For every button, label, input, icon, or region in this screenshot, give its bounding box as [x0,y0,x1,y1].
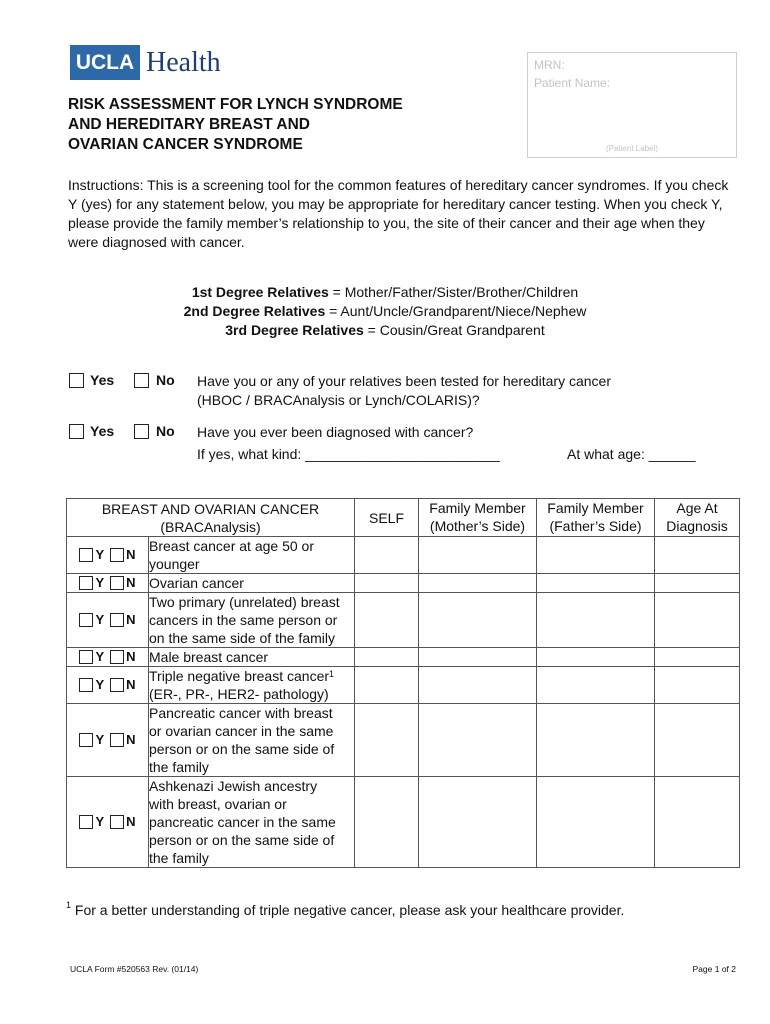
yes-checkbox[interactable] [79,678,93,692]
condition-cell [149,537,355,574]
age-cell[interactable] [655,574,740,593]
table-row [67,574,740,593]
no-checkbox[interactable] [110,548,124,562]
table-row [67,593,740,648]
yn-group [67,731,148,749]
yn-cell [67,667,149,704]
yn-cell [67,574,149,593]
no-label: N [126,547,136,562]
degree-label: 1st Degree Relatives [191,284,329,300]
yn-cell [67,777,149,868]
condition-text: cancers in the same person or [149,612,338,628]
mother-side-cell[interactable] [419,777,537,868]
age-cell[interactable] [655,537,740,574]
table-row [67,648,740,667]
yes-label: Y [95,612,105,627]
no-label: N [126,814,136,829]
no-checkbox[interactable] [110,613,124,627]
yes-checkbox[interactable] [79,613,93,627]
section-subtitle: (BRACAnalysis) [160,519,261,535]
q1-text [197,372,611,410]
degree-value: = Aunt/Uncle/Grandparent/Niece/Nephew [325,303,587,319]
self-cell[interactable] [355,777,419,868]
condition-line [149,813,354,831]
yes-label: Y [95,547,105,562]
yn-group [67,574,148,592]
yn-group [67,546,148,564]
footnote-marker: 1 [66,900,72,910]
condition-line [149,611,354,629]
no-label: N [126,677,136,692]
condition-text: person or on the same side of [149,741,335,757]
header-line: Family Member [429,500,526,516]
q1-no-checkbox[interactable] [134,373,149,388]
footnote [66,902,624,918]
condition-line [149,593,354,611]
condition-line [149,849,354,867]
condition-line [149,537,354,555]
q1-line: Have you or any of your relatives been tested for hereditary cancer [197,373,611,389]
yes-checkbox[interactable] [79,733,93,747]
degree-first [0,283,770,302]
yn-group [67,813,148,831]
q2-age-field[interactable]: At what age: ______ [567,446,696,462]
q2-yes-checkbox[interactable] [69,424,84,439]
degree-label: 3rd Degree Relatives [225,322,364,338]
section-title: BREAST AND OVARIAN CANCER [101,501,320,517]
age-cell[interactable] [655,648,740,667]
table-row [67,537,740,574]
condition-cell [149,704,355,777]
footnote-text: For a better understanding of triple negative cancer, please ask your healthcare provider. [71,902,625,918]
header-line: (Mother’s Side) [429,518,526,534]
condition-cell [149,574,355,593]
q1-line: (HBOC / BRACAnalysis or Lynch/COLARIS)? [197,392,480,408]
form-number: UCLA Form #520563 Rev. (01/14) [70,964,199,974]
condition-text: person or on the same side of [149,832,335,848]
yes-checkbox[interactable] [79,576,93,590]
self-cell[interactable] [355,648,419,667]
self-cell[interactable] [355,704,419,777]
condition-line [149,795,354,813]
yn-cell [67,648,149,667]
yn-cell [67,704,149,777]
no-checkbox[interactable] [110,650,124,664]
no-label: N [126,732,136,747]
self-header: SELF [355,499,419,537]
ucla-logo-box: UCLA [70,45,140,80]
yn-group [67,676,148,694]
mother-side-cell[interactable] [419,574,537,593]
age-cell[interactable] [655,667,740,704]
condition-text: Two primary (unrelated) breast [149,594,340,610]
health-logo-text: Health [146,47,221,78]
condition-text: the family [149,759,209,775]
condition-line [149,667,354,685]
title-line: RISK ASSESSMENT FOR LYNCH SYNDROME [68,96,403,113]
no-checkbox[interactable] [110,576,124,590]
condition-cell [149,593,355,648]
condition-text: Ashkenazi Jewish ancestry [149,778,318,794]
q2-kind-line[interactable]: If yes, what kind: _________________________ [197,446,500,462]
yes-label: Y [95,732,105,747]
condition-line [149,777,354,795]
condition-line [149,740,354,758]
self-cell[interactable] [355,667,419,704]
father-side-header [537,499,655,537]
mother-side-cell[interactable] [419,593,537,648]
father-side-cell[interactable] [537,574,655,593]
no-label: N [126,575,136,590]
degree-label: 2nd Degree Relatives [183,303,326,319]
degree-third [0,321,770,340]
self-cell[interactable] [355,574,419,593]
condition-text: Breast cancer at age 50 or [149,538,314,554]
father-side-cell[interactable] [537,667,655,704]
condition-text: pancreatic cancer in the same [149,814,336,830]
no-label: N [126,649,136,664]
condition-cell [149,777,355,868]
condition-cell [149,667,355,704]
table-row [67,777,740,868]
cancer-risk-table [66,498,740,868]
father-side-cell[interactable] [537,593,655,648]
patient-label-box [527,52,737,158]
mrn-label: MRN: [534,58,565,72]
no-checkbox[interactable] [110,733,124,747]
mother-side-header [419,499,537,537]
no-checkbox[interactable] [110,815,124,829]
mother-side-cell[interactable] [419,537,537,574]
title-line: AND HEREDITARY BREAST AND [68,116,310,133]
no-label: N [126,612,136,627]
table-row [67,704,740,777]
age-cell[interactable] [655,593,740,648]
condition-line [149,685,354,703]
yes-label: Y [95,575,105,590]
condition-line [149,758,354,776]
patient-name-label: Patient Name: [534,76,611,90]
condition-text: the family [149,850,209,866]
condition-text: on the same side of the family [149,630,335,646]
instructions-text: Instructions: This is a screening tool for the common features of hereditary cancer syndromes. If you check Y (yes) for any statement below, you may be appropriate for hereditary cancer testing. When you check Y, please provide the family member’s relationship to you, the site of their cancer and their age when they were diagnosed with cancer. [68,177,729,250]
condition-cell [149,648,355,667]
yn-cell [67,537,149,574]
header-line: Family Member [547,500,644,516]
q2-line: Have you ever been diagnosed with cancer? [197,424,474,440]
condition-text: younger [149,556,200,572]
yn-cell [67,593,149,648]
father-side-cell[interactable] [537,537,655,574]
condition-text: with breast, ovarian or [149,796,287,812]
yes-checkbox[interactable] [79,815,93,829]
condition-line [149,704,354,722]
q2-yes-label: Yes [90,423,115,439]
yn-group [67,611,148,629]
self-cell[interactable] [355,537,419,574]
no-checkbox[interactable] [110,678,124,692]
self-cell[interactable] [355,593,419,648]
degree-second [0,302,770,321]
condition-line [149,629,354,647]
page-title [68,95,508,155]
father-side-cell[interactable] [537,704,655,777]
mother-side-cell[interactable] [419,667,537,704]
yes-label: Y [95,677,105,692]
condition-text: or ovarian cancer in the same [149,723,334,739]
patient-label-caption: (Patient Label) [605,144,659,153]
table-header-row [67,499,740,537]
page-number: Page 1 of 2 [692,964,736,974]
mother-side-cell[interactable] [419,648,537,667]
yes-checkbox[interactable] [79,650,93,664]
q1-no-label: No [156,372,175,388]
header-line: Diagnosis [666,518,728,534]
yes-checkbox[interactable] [79,548,93,562]
q2-no-label: No [156,423,175,439]
father-side-cell[interactable] [537,648,655,667]
condition-text: Pancreatic cancer with breast [149,705,333,721]
condition-text: Ovarian cancer [149,575,244,591]
condition-line [149,574,354,592]
condition-line [149,648,354,666]
age-header [655,499,740,537]
degree-value: = Cousin/Great Grandparent [363,322,545,338]
age-cell[interactable] [655,777,740,868]
condition-text: (ER-, PR-, HER2- pathology) [149,686,329,702]
table-row [67,667,740,704]
header-line: (Father’s Side) [549,518,642,534]
q2-text [197,423,500,464]
q1-yes-label: Yes [90,372,115,388]
degree-value: = Mother/Father/Sister/Brother/Children [328,284,579,300]
q2-no-checkbox[interactable] [134,424,149,439]
header-line: Age At [676,500,718,516]
condition-text: Male breast cancer [149,649,269,665]
section-header [67,499,355,537]
age-cell[interactable] [655,704,740,777]
mother-side-cell[interactable] [419,704,537,777]
yes-label: Y [95,649,105,664]
father-side-cell[interactable] [537,777,655,868]
condition-line [149,555,354,573]
condition-line [149,722,354,740]
condition-text: Triple negative breast cancer [149,668,330,684]
title-line: OVARIAN CANCER SYNDROME [68,136,303,153]
condition-line [149,831,354,849]
q1-yes-checkbox[interactable] [69,373,84,388]
yes-label: Y [95,814,105,829]
yn-group [67,648,148,666]
footnote-marker: 1 [329,669,335,679]
